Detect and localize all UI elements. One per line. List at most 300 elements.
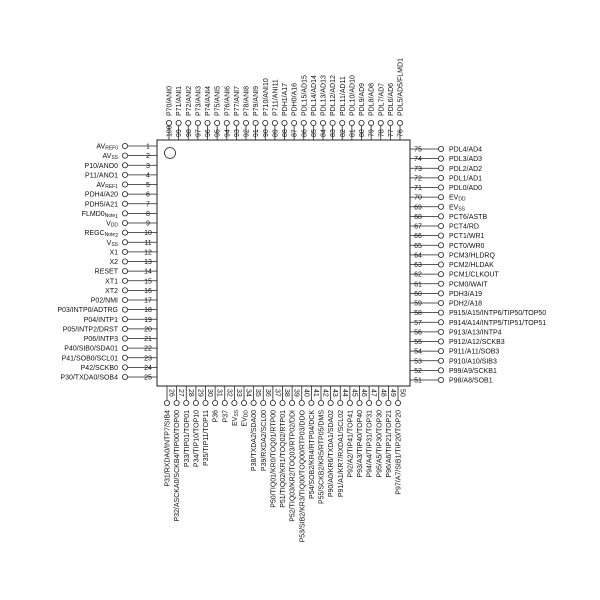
pin-terminal: [243, 120, 248, 125]
pin-number: 4: [146, 172, 150, 180]
pin-name: P90/A0/KR6/TXDA1/SDA02: [328, 410, 336, 498]
pin-name: XT2: [105, 287, 118, 295]
pin-terminal: [122, 365, 127, 370]
pin-name: P54/SOB2/KR4/RTP04/DCK: [308, 410, 316, 499]
pin-number: 40: [302, 389, 310, 397]
pin-number: 66: [414, 233, 422, 241]
pin-name: P96/A6/TIP21/TOP21: [385, 410, 393, 478]
pin-terminal: [397, 120, 402, 125]
pin-number: 24: [144, 364, 152, 372]
pin-number: 91: [253, 129, 261, 137]
pin-terminal: [338, 400, 343, 405]
pin-name: P73/ANI3: [195, 86, 203, 116]
pin-name: P75/ANI5: [214, 86, 222, 116]
pin-terminal: [166, 120, 171, 125]
pin-terminal: [438, 146, 443, 151]
pin-terminal: [270, 400, 275, 405]
pin-name: EVSS: [231, 410, 240, 427]
pin-number: 89: [272, 129, 280, 137]
pin-terminal: [438, 156, 443, 161]
pin-number: 1: [146, 143, 150, 151]
pin-name: VDD: [106, 220, 118, 229]
pin-name: PCM0/WAIT: [449, 281, 488, 289]
pin-name: P99/A9/SCKB1: [449, 367, 497, 375]
pin-number: 67: [414, 223, 422, 231]
pin-number: 90: [262, 129, 270, 137]
pin-number: 88: [282, 129, 289, 137]
pin-terminal: [186, 120, 191, 125]
pin-number: 19: [144, 316, 152, 324]
pin-number: 59: [414, 300, 422, 308]
pin-name: PDL15/AD15: [301, 75, 309, 116]
pin-number: 94: [224, 129, 232, 137]
pin-terminal: [299, 400, 304, 405]
pin-terminal: [290, 400, 295, 405]
pin-number: 83: [330, 129, 338, 137]
pin-terminal: [438, 329, 443, 334]
pin-name: P913/A13/INTP4: [449, 329, 502, 337]
pin-name: PDL11/AD11: [339, 76, 347, 116]
pin-name: PDL10/AD10: [349, 75, 357, 116]
pin-terminal: [438, 349, 443, 354]
pin-terminal: [330, 120, 335, 125]
pin-terminal: [241, 400, 246, 405]
pin-name: P94/A4/TIP31/TOP31: [366, 410, 374, 478]
pins-layer: [57, 58, 546, 542]
pin-number: 49: [388, 389, 396, 397]
pin-name: P79/ANI9: [253, 86, 261, 116]
pin-number: 100: [166, 125, 174, 137]
pin-name: P11/ANO1: [85, 172, 118, 180]
pin-terminal: [282, 120, 287, 125]
pin-number: 8: [146, 210, 150, 218]
pin-number: 58: [414, 310, 422, 318]
pin-number: 12: [144, 249, 152, 257]
pin-terminal: [122, 297, 127, 302]
pin-terminal: [386, 400, 391, 405]
pin-name: PDH0/A16: [291, 82, 299, 116]
pin-terminal: [292, 120, 297, 125]
pin-name: P711/ANI11: [272, 79, 280, 116]
pin-number: 22: [144, 345, 152, 353]
pin-name: P710/ANI10: [262, 78, 270, 116]
pin-terminal: [438, 185, 443, 190]
pin-terminal: [328, 400, 333, 405]
pin-name: P50/TIQ01/KR0/TOQ01/RTP00: [270, 410, 278, 508]
pin-terminal: [122, 172, 127, 177]
pin-name: EVSS: [449, 204, 466, 213]
pin-terminal: [438, 233, 443, 238]
pin-number: 73: [414, 165, 422, 173]
pin-terminal: [122, 288, 127, 293]
pin-terminal: [122, 153, 127, 158]
pin-number: 60: [414, 290, 422, 298]
pin-number: 29: [196, 389, 204, 397]
pin-terminal: [224, 120, 229, 125]
pin-number: 75: [414, 146, 422, 154]
pin-terminal: [378, 120, 383, 125]
pin-number: 15: [144, 278, 152, 286]
pin-terminal: [261, 400, 266, 405]
pin-terminal: [122, 143, 127, 148]
pin-name: PCT6/ASTB: [449, 213, 488, 221]
pin-name: P31/RXDA0/INTP7/SIB4: [164, 410, 172, 487]
pin-number: 98: [185, 129, 193, 137]
pin-terminal: [215, 120, 220, 125]
pin-terminal: [122, 249, 127, 254]
pin-number: 81: [349, 129, 357, 137]
pin-name: PCT0/WR0: [449, 242, 485, 250]
pin-terminal: [213, 400, 218, 405]
pin-name: X2: [109, 259, 118, 266]
pin-name: P05/INTP2/DRST: [62, 326, 118, 334]
pin-name: PDL14/AD14: [310, 75, 318, 116]
pin-number: 35: [254, 389, 262, 397]
pin-name: P55/SCKB2/KR5/RTP05/DMS: [318, 410, 326, 505]
pin-name: P38/TXDA2/SDA00: [251, 410, 259, 472]
pin-terminal: [122, 355, 127, 360]
pin-name: VSS: [106, 239, 118, 248]
pin-number: 51: [414, 377, 422, 385]
pin-number: 9: [146, 220, 150, 228]
pin-name: P03/INTP0/ADTRG: [57, 307, 118, 315]
pin-name: P37: [222, 410, 230, 423]
pin-terminal: [318, 400, 323, 405]
pin-name: P910/A10/SIB3: [449, 358, 497, 366]
pin-terminal: [438, 204, 443, 209]
pin-number: 87: [291, 129, 299, 137]
pin-name: P76/ANI6: [224, 86, 232, 116]
pin-number: 27: [177, 389, 185, 397]
pin-terminal: [347, 400, 352, 405]
pin-number: 36: [263, 389, 271, 397]
pin-number: 69: [414, 204, 422, 212]
pin-number: 52: [414, 367, 422, 375]
pin-number: 86: [301, 129, 309, 137]
pin-name: P91/A1/KR7/RXDA1/SCL02: [337, 410, 345, 498]
pin-name: P93/A3/TIP40/TOP40: [357, 410, 364, 478]
pin-terminal: [272, 120, 277, 125]
pin-terminal: [438, 339, 443, 344]
pin-terminal: [195, 120, 200, 125]
pin-terminal: [309, 400, 314, 405]
pin-name: X1: [109, 249, 118, 257]
pin-terminal: [438, 243, 443, 248]
pin-number: 32: [225, 389, 233, 397]
pin-number: 55: [414, 339, 422, 346]
pin-terminal: [222, 400, 227, 405]
pin-number: 30: [206, 389, 213, 397]
pin-name: P915/A15/INTP6/TIP50/TOP50: [449, 310, 547, 318]
pin-number: 85: [310, 129, 318, 137]
pin-terminal: [320, 120, 325, 125]
pin-name: PCT1/WR1: [449, 233, 485, 241]
pin-terminal: [122, 374, 127, 379]
pin-name: EVDD: [449, 194, 466, 203]
pin-name: P77/ANI7: [233, 86, 241, 116]
pin-number: 71: [414, 185, 422, 192]
pin-terminal: [438, 368, 443, 373]
pin-name: P40/SIB0/SDA01: [64, 345, 118, 353]
pin-number: 77: [387, 129, 395, 137]
pin-name: P72/ANI2: [185, 86, 193, 116]
pin-number: 43: [331, 389, 339, 397]
pin-name: EVDD: [241, 410, 250, 427]
pin-number: 93: [233, 129, 241, 137]
pin-number: 38: [283, 389, 290, 397]
pin-terminal: [122, 278, 127, 283]
pin-number: 28: [186, 389, 194, 397]
pin-name: P71/ANI1: [176, 86, 184, 116]
pin-name: P95/A5/TIP30/TOP30: [376, 410, 384, 478]
pin-terminal: [438, 175, 443, 180]
pin-name: P97/A7/SIB1/TIP20/TOP20: [395, 410, 403, 495]
pin-terminal: [357, 400, 362, 405]
pin-name: PDH5/A21: [84, 201, 118, 209]
pin-name: P52/TIQ03/KR2/TOQ03/RTP02/DDI: [289, 410, 297, 522]
pin-name: PDL13/AD13: [320, 75, 328, 116]
pin-number: 80: [359, 129, 366, 137]
pin-number: 21: [144, 336, 152, 343]
pin-name: PDL8/AD8: [368, 82, 376, 116]
pin-name: PDL7/AD7: [378, 82, 386, 116]
pin-terminal: [122, 269, 127, 274]
pin1-marker: [165, 148, 176, 159]
pin-number: 96: [205, 129, 212, 137]
pin-name: P10/ANO0: [84, 162, 118, 170]
pin-name: PDL5/AD5/FLMD1: [397, 58, 405, 116]
pin-name: FLMD0Note1: [81, 210, 118, 220]
pin-name: PCT4/RD: [449, 223, 479, 231]
pin-number: 17: [144, 297, 152, 305]
pin-terminal: [438, 166, 443, 171]
pin-terminal: [122, 192, 127, 197]
pin-terminal: [122, 346, 127, 351]
pin-name: P914/A14/INTP5/TIP51/TOP51: [449, 319, 547, 327]
pin-terminal: [122, 163, 127, 168]
pin-terminal: [193, 400, 198, 405]
pin-name: REGCNote2: [84, 230, 118, 240]
pin-number: 11: [144, 239, 152, 247]
pin-name: P30/TXDA0/SOB4: [60, 374, 118, 382]
pin-number: 63: [414, 262, 422, 269]
pin-name: PCM1/CLKOUT: [449, 271, 499, 279]
pin-number: 39: [292, 389, 300, 397]
pin-number: 53: [414, 358, 422, 366]
pin-name: PDH1/A17: [282, 82, 289, 116]
pin-name: PDH4/A20: [84, 191, 118, 199]
pin-name: PCM3/HLDRQ: [449, 252, 495, 260]
pin-number: 56: [414, 329, 422, 337]
pin-number: 76: [397, 129, 405, 137]
pin-number: 3: [146, 162, 150, 170]
pin-name: P53/SIB2/KR3/TIQ00/TOQ00/RTP03/DDO: [299, 410, 307, 543]
pin-terminal: [438, 252, 443, 257]
pin-number: 18: [144, 307, 152, 315]
pin-number: 33: [234, 389, 242, 397]
pin-name: PDL2/AD2: [449, 165, 483, 173]
pin-terminal: [301, 120, 306, 125]
pin-name: P78/ANI8: [243, 86, 251, 116]
pin-terminal: [438, 281, 443, 286]
pin-name: AVSS: [102, 153, 118, 162]
pin-terminal: [122, 230, 127, 235]
pin-terminal: [340, 120, 345, 125]
pin-name: PDL9/AD9: [359, 82, 366, 116]
pin-number: 37: [273, 389, 281, 397]
pin-terminal: [122, 211, 127, 216]
pin-name: P92/A2/TIP41/TOP41: [347, 410, 355, 478]
pin-number: 46: [360, 389, 367, 397]
pin-number: 10: [144, 230, 152, 238]
pin-terminal: [359, 120, 364, 125]
pin-terminal: [122, 220, 127, 225]
pin-number: 68: [414, 213, 422, 221]
pin-terminal: [122, 317, 127, 322]
pin-terminal: [253, 120, 258, 125]
pin-number: 97: [195, 129, 203, 137]
pin-name: AVREF0: [96, 143, 118, 152]
pin-number: 64: [414, 252, 422, 260]
pin-terminal: [438, 223, 443, 228]
pin-name: P36: [212, 410, 220, 423]
pin-terminal: [438, 195, 443, 200]
pin-number: 14: [144, 268, 152, 276]
pin-name: P42/SCKB0: [80, 364, 118, 372]
pin-terminal: [367, 400, 372, 405]
pin-name: P911/A11/SOB3: [449, 348, 500, 356]
pin-name: PCM2/HLDAK: [449, 262, 494, 269]
pin-terminal: [438, 358, 443, 363]
pin-number: 50: [398, 389, 406, 397]
pin-name: P39/RXDA2/SCL00: [260, 410, 268, 472]
pin-name: PDL3/AD3: [449, 156, 483, 164]
pin-terminal: [234, 120, 239, 125]
pin-terminal: [122, 307, 127, 312]
pin-name: XT1: [105, 278, 118, 286]
pin-name: PDH3/A19: [449, 290, 483, 298]
pin-number: 34: [244, 389, 252, 397]
pin-number: 20: [144, 326, 152, 334]
pin-terminal: [203, 400, 208, 405]
pin-name: P04/INTP1: [83, 316, 118, 324]
pin-name: P34/TIP10/TOP10: [193, 410, 201, 468]
pin-name: P02/NMI: [90, 297, 118, 305]
pin-number: 41: [311, 389, 319, 397]
pin-name: PDL0/AD0: [449, 185, 483, 192]
pin-terminal: [122, 182, 127, 187]
pin-name: AVREF1: [96, 182, 118, 190]
pin-terminal: [438, 214, 443, 219]
pin-number: 92: [243, 129, 251, 137]
pin-number: 48: [379, 389, 387, 397]
pin-number: 26: [167, 389, 175, 397]
pin-terminal: [369, 120, 374, 125]
pin-terminal: [438, 262, 443, 267]
pin-terminal: [438, 377, 443, 382]
pin-terminal: [164, 400, 169, 405]
pin-terminal: [395, 400, 400, 405]
pin-number: 78: [378, 129, 386, 137]
pin-terminal: [438, 320, 443, 325]
pin-terminal: [311, 120, 316, 125]
pin-number: 62: [414, 271, 422, 279]
pin-number: 57: [414, 319, 422, 327]
pin-terminal: [388, 120, 393, 125]
pin-terminal: [176, 120, 181, 125]
pin-name: PDL12/AD12: [330, 75, 338, 116]
pin-number: 74: [414, 156, 422, 164]
pin-terminal: [376, 400, 381, 405]
pin-number: 6: [146, 191, 150, 199]
pin-number: 23: [144, 355, 152, 363]
pin-terminal: [205, 120, 210, 125]
pin-name: RESET: [94, 268, 118, 276]
pin-number: 82: [339, 129, 347, 137]
pin-number: 2: [146, 153, 150, 161]
pin-number: 99: [176, 129, 184, 137]
pin-terminal: [232, 400, 237, 405]
chip-body: [157, 140, 410, 386]
pin-name: P912/A12/SCKB3: [449, 339, 505, 346]
pin-terminal: [349, 120, 354, 125]
pin-name: P32/ASCKA0/SCKB4/TIP00/TOP00: [174, 410, 182, 522]
pin-terminal: [184, 400, 189, 405]
pin-terminal: [251, 400, 256, 405]
pin-number: 72: [414, 175, 422, 183]
pin-number: 25: [144, 374, 152, 382]
pin-number: 16: [144, 287, 152, 295]
pin-number: 84: [320, 129, 328, 137]
pin-number: 45: [350, 389, 358, 397]
pin-terminal: [438, 310, 443, 315]
pin-terminal: [122, 326, 127, 331]
pin-name: PDH2/A18: [449, 300, 483, 308]
pin-terminal: [174, 400, 179, 405]
pin-name: P70/ANI0: [166, 86, 174, 116]
pin-terminal: [280, 400, 285, 405]
pin-name: PDL1/AD1: [449, 175, 483, 183]
pin-number: 7: [146, 201, 150, 209]
pin-terminal: [263, 120, 268, 125]
pin-number: 79: [368, 129, 376, 137]
pin-name: P33/TIP01/TOP01: [183, 410, 191, 468]
pin-terminal: [122, 201, 127, 206]
pin-number: 42: [321, 389, 329, 397]
pin-name: P51/TIQ02/KR1/TOQ02/RTP01: [280, 410, 287, 508]
pin-name: P74/ANI4: [205, 86, 212, 116]
pin-number: 44: [340, 389, 348, 397]
pin-number: 54: [414, 348, 422, 356]
pin-name: P98/A8/SOB1: [449, 377, 493, 385]
pin-terminal: [122, 259, 127, 264]
pin-number: 47: [369, 389, 377, 397]
pin-number: 5: [146, 182, 150, 189]
pin-name: P06/INTP3: [83, 336, 118, 343]
pin-terminal: [438, 272, 443, 277]
pin-number: 65: [414, 242, 422, 250]
pin-terminal: [122, 336, 127, 341]
pin-number: 13: [144, 259, 152, 266]
pin-name: P35/TIP11/TOP11: [203, 410, 210, 467]
pin-name: PDL4/AD4: [449, 146, 483, 154]
pin-terminal: [438, 300, 443, 305]
pin-terminal: [438, 291, 443, 296]
pin-number: 70: [414, 194, 422, 202]
pin-name: P41/SOB0/SCL01: [61, 355, 118, 363]
pin-number: 61: [414, 281, 422, 289]
pin-terminal: [122, 240, 127, 245]
